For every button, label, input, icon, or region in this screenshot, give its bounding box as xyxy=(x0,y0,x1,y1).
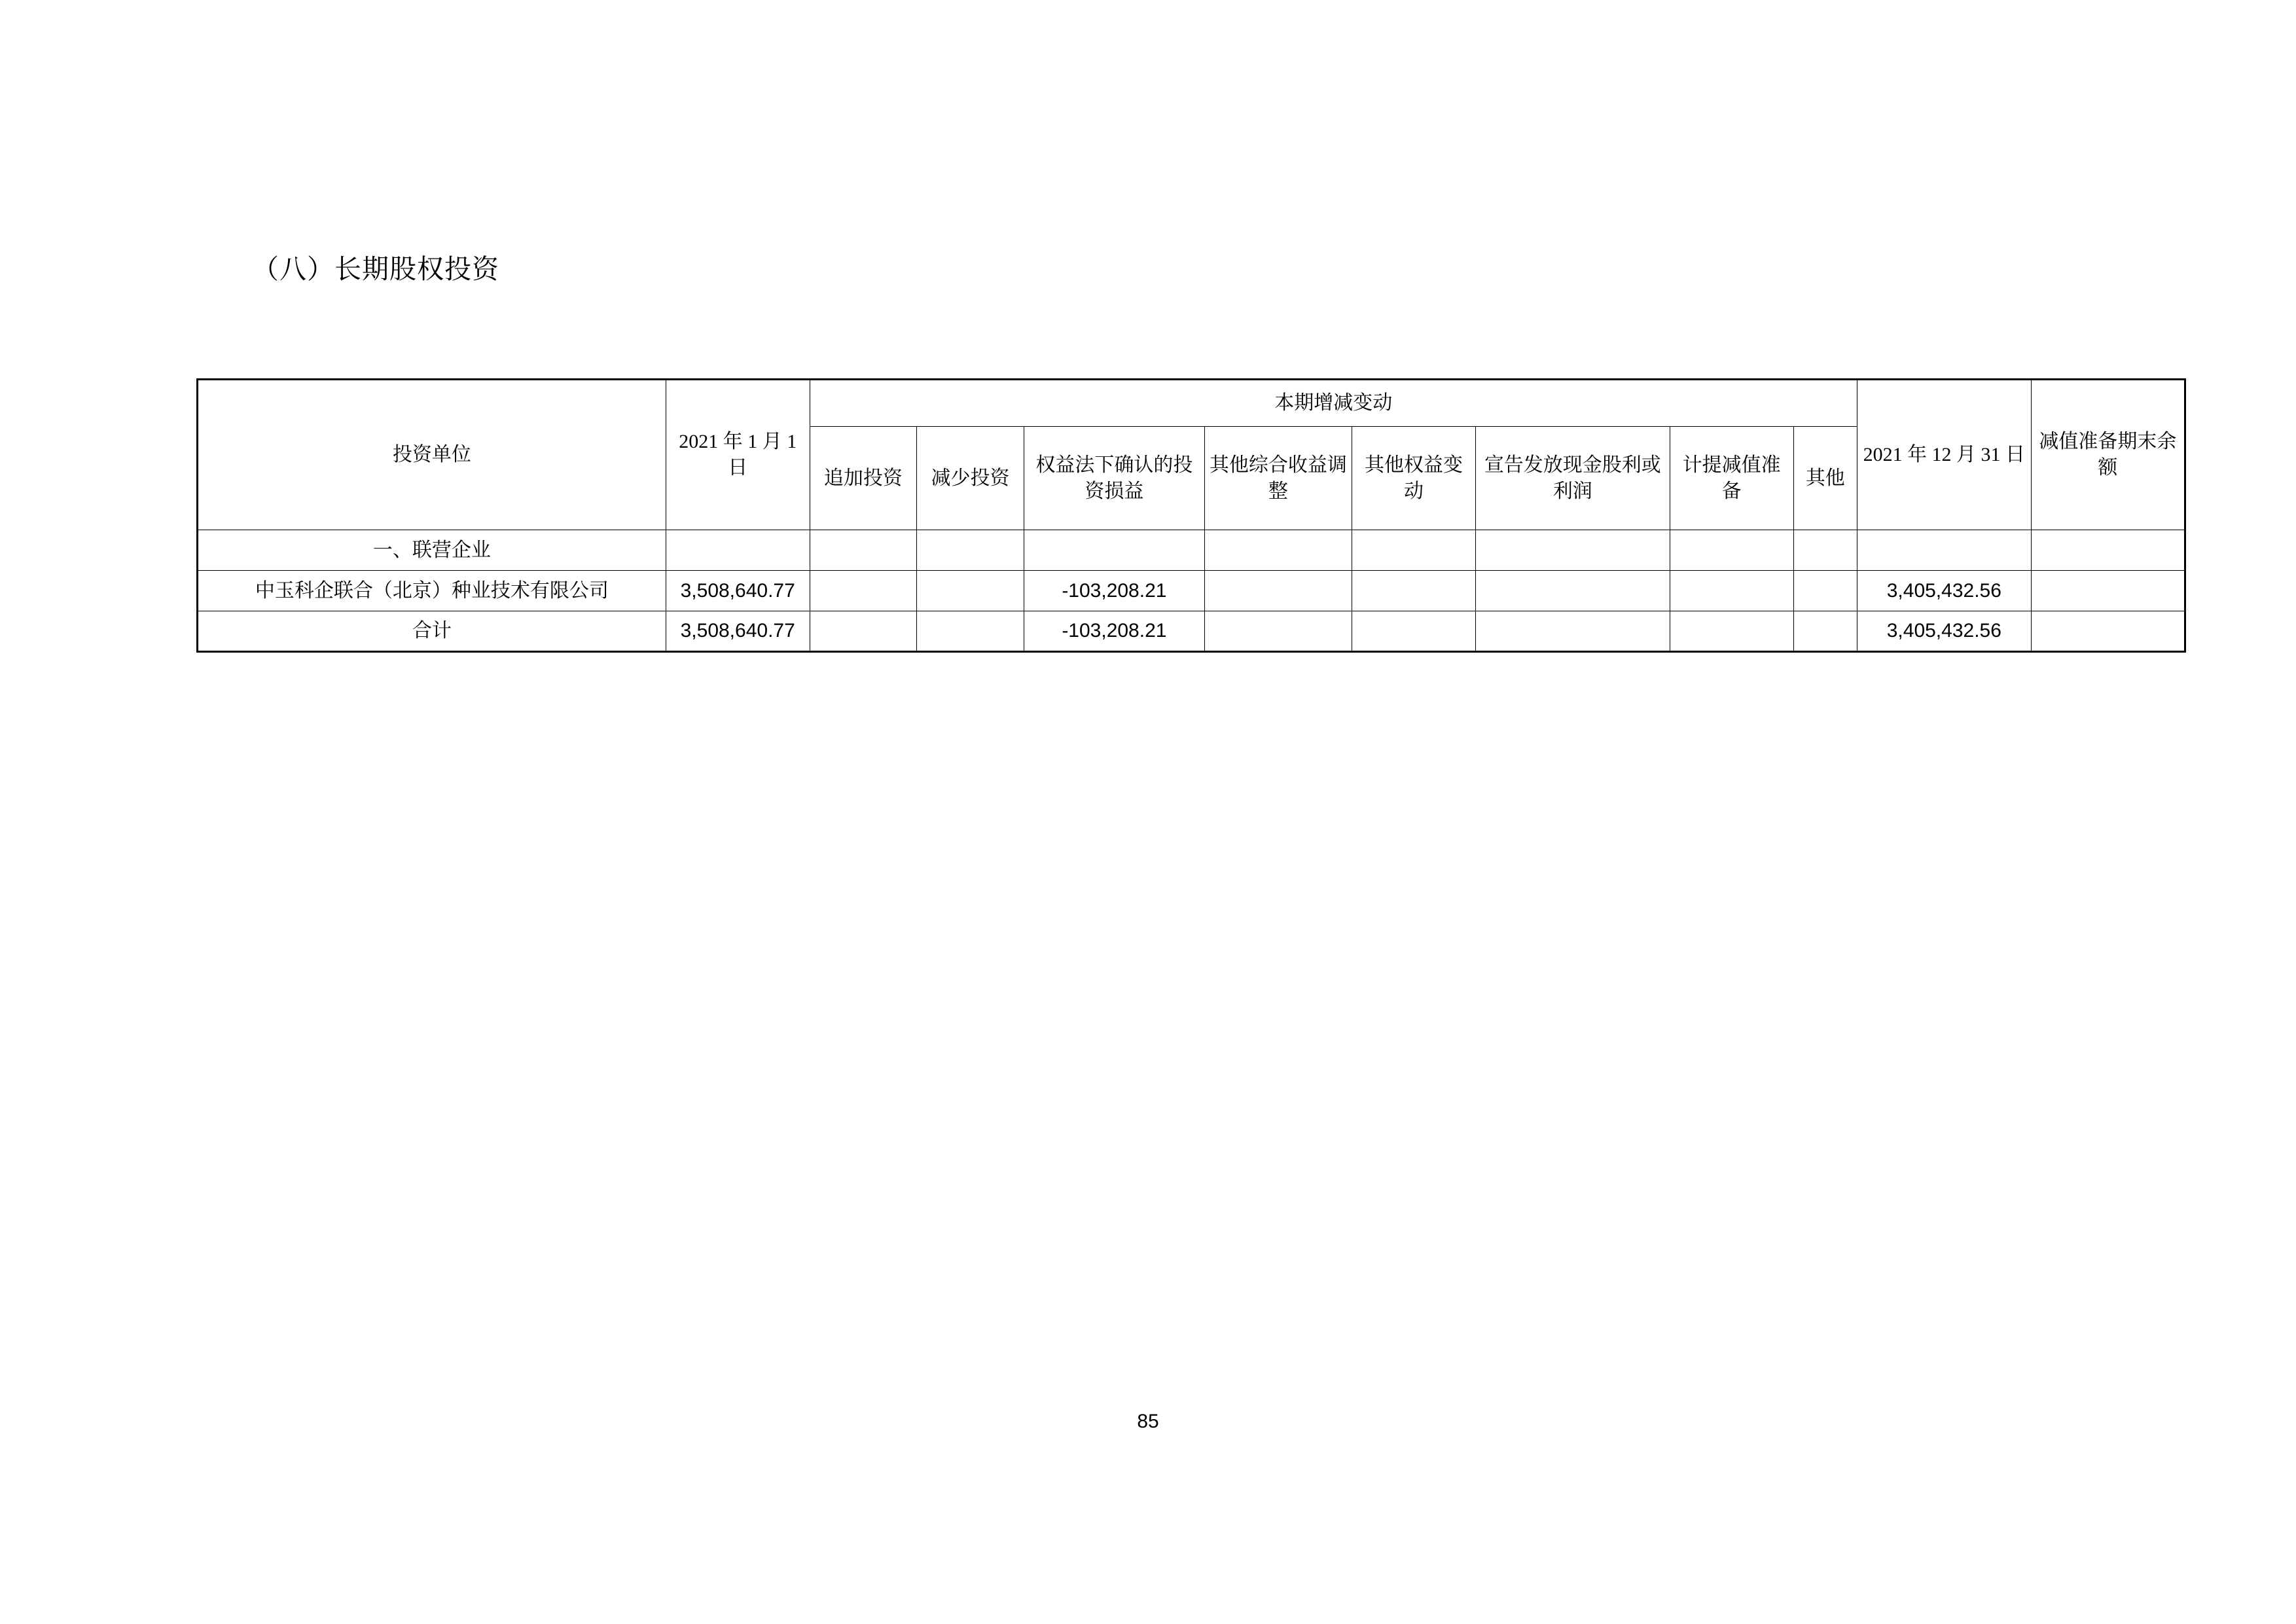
row-label: 合计 xyxy=(198,611,666,652)
cell-other-comprehensive-income xyxy=(1204,571,1352,611)
header-group-current-period-change: 本期增减变动 xyxy=(810,380,1857,427)
cell-other-equity-change xyxy=(1352,571,1475,611)
cell-impairment-ending-balance xyxy=(2031,530,2185,571)
header-other-equity-change: 其他权益变动 xyxy=(1352,427,1475,530)
table-header-row-1 xyxy=(198,380,2185,427)
header-declared-cash-dividends: 宣告发放现金股利或利润 xyxy=(1476,427,1670,530)
header-additional-investment: 追加投资 xyxy=(810,427,917,530)
cell-other xyxy=(1793,571,1857,611)
cell-other-comprehensive-income xyxy=(1204,611,1352,652)
cell-opening-balance: 3,508,640.77 xyxy=(666,611,810,652)
cell-opening-balance xyxy=(666,530,810,571)
header-other-comprehensive-income: 其他综合收益调整 xyxy=(1204,427,1352,530)
cell-declared-cash-dividends xyxy=(1476,611,1670,652)
cell-other-equity-change xyxy=(1352,611,1475,652)
long-term-equity-investment-table-wrap xyxy=(196,378,2186,653)
cell-impairment-provision xyxy=(1670,611,1793,652)
section-heading: （八）长期股权投资 xyxy=(252,254,499,284)
cell-opening-balance: 3,508,640.77 xyxy=(666,571,810,611)
cell-impairment-provision xyxy=(1670,571,1793,611)
cell-impairment-provision xyxy=(1670,530,1793,571)
header-impairment-provision: 计提减值准备 xyxy=(1670,427,1793,530)
header-equity-method-profit-loss: 权益法下确认的投资损益 xyxy=(1024,427,1204,530)
row-label: 中玉科企联合（北京）种业技术有限公司 xyxy=(198,571,666,611)
cell-reduced-investment xyxy=(917,571,1024,611)
table-body xyxy=(198,530,2185,652)
cell-declared-cash-dividends xyxy=(1476,571,1670,611)
table-header xyxy=(198,380,2185,530)
cell-additional-investment xyxy=(810,530,917,571)
header-opening-balance: 2021 年 1 月 1 日 xyxy=(666,380,810,530)
page-number: 85 xyxy=(1137,1411,1159,1432)
header-other: 其他 xyxy=(1793,427,1857,530)
cell-impairment-ending-balance xyxy=(2031,571,2185,611)
cell-declared-cash-dividends xyxy=(1476,530,1670,571)
row-label: 一、联营企业 xyxy=(198,530,666,571)
header-impairment-ending-balance: 减值准备期末余额 xyxy=(2031,380,2185,530)
cell-closing-balance: 3,405,432.56 xyxy=(1857,571,2031,611)
cell-equity-method-profit-loss xyxy=(1024,530,1204,571)
cell-reduced-investment xyxy=(917,530,1024,571)
cell-equity-method-profit-loss: -103,208.21 xyxy=(1024,571,1204,611)
cell-other-comprehensive-income xyxy=(1204,530,1352,571)
cell-other-equity-change xyxy=(1352,530,1475,571)
cell-other xyxy=(1793,530,1857,571)
long-term-equity-investment-table xyxy=(196,378,2186,653)
header-closing-balance: 2021 年 12 月 31 日 xyxy=(1857,380,2031,530)
cell-other xyxy=(1793,611,1857,652)
cell-closing-balance: 3,405,432.56 xyxy=(1857,611,2031,652)
cell-additional-investment xyxy=(810,571,917,611)
header-investee: 投资单位 xyxy=(198,380,666,530)
header-reduced-investment: 减少投资 xyxy=(917,427,1024,530)
table-row xyxy=(198,571,2185,611)
table-row xyxy=(198,530,2185,571)
cell-additional-investment xyxy=(810,611,917,652)
cell-closing-balance xyxy=(1857,530,2031,571)
cell-reduced-investment xyxy=(917,611,1024,652)
table-row-total xyxy=(198,611,2185,652)
cell-equity-method-profit-loss: -103,208.21 xyxy=(1024,611,1204,652)
cell-impairment-ending-balance xyxy=(2031,611,2185,652)
